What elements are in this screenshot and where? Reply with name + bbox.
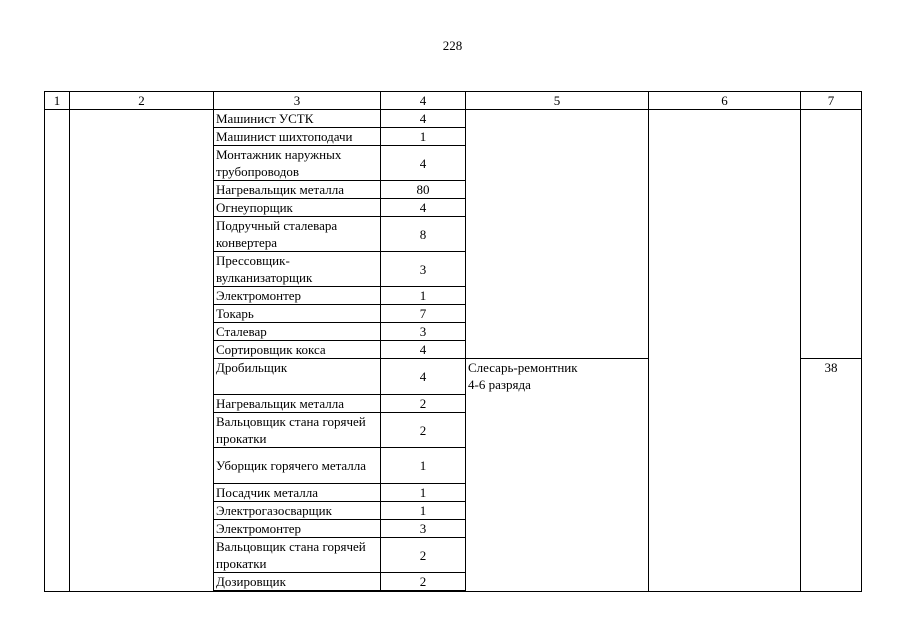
count-cell: 1	[381, 448, 466, 484]
count-cell: 4	[381, 146, 466, 181]
profession-cell: Токарь	[214, 305, 381, 323]
table-header-row	[45, 92, 862, 110]
profession-cell: Подручный сталевара конвертера	[214, 217, 381, 252]
header-cell: 4	[381, 92, 466, 110]
profession-cell: Сортировщик кокса	[214, 341, 381, 359]
profession-cell: Монтажник наружных трубопроводов	[214, 146, 381, 181]
count-cell: 4	[381, 199, 466, 217]
count-cell: 2	[381, 573, 466, 591]
col2-cell	[70, 110, 214, 592]
page-number: 228	[442, 38, 463, 53]
count-cell: 3	[381, 520, 466, 538]
col5-empty-cell	[466, 110, 649, 359]
header-cell: 6	[649, 92, 801, 110]
spacer-cell	[214, 591, 381, 592]
count-cell: 3	[381, 252, 466, 287]
profession-cell: Сталевар	[214, 323, 381, 341]
count-cell: 2	[381, 413, 466, 448]
profession-cell: Уборщик горячего металла	[214, 448, 381, 484]
count-cell: 1	[381, 287, 466, 305]
profession-cell: Дозировщик	[214, 573, 381, 591]
profession-cell: Вальцовщик стана горячей прокатки	[214, 413, 381, 448]
profession-cell: Нагревальщик металла	[214, 181, 381, 199]
profession-cell: Огнеупорщик	[214, 199, 381, 217]
count-cell: 2	[381, 538, 466, 573]
profession-cell: Электрогазосварщик	[214, 502, 381, 520]
count-cell: 7	[381, 305, 466, 323]
profession-cell: Электромонтер	[214, 287, 381, 305]
header-cell: 1	[45, 92, 70, 110]
count-cell: 1	[381, 502, 466, 520]
table-row	[45, 110, 862, 128]
profession-cell: Дробильщик	[214, 359, 381, 395]
count-cell: 4	[381, 110, 466, 128]
count-cell: 2	[381, 395, 466, 413]
profession-cell: Машинист УСТК	[214, 110, 381, 128]
profession-cell: Нагревальщик металла	[214, 395, 381, 413]
header-cell: 3	[214, 92, 381, 110]
col7-empty-cell	[801, 110, 862, 359]
role-title: Слесарь-ремонтник	[468, 360, 578, 375]
count-cell: 1	[381, 484, 466, 502]
profession-cell: Электромонтер	[214, 520, 381, 538]
count-cell: 4	[381, 359, 466, 395]
count-cell: 8	[381, 217, 466, 252]
count-cell: 80	[381, 181, 466, 199]
header-cell: 7	[801, 92, 862, 110]
role-grade: 4-6 разряда	[468, 377, 531, 392]
profession-cell: Вальцовщик стана горячей прокатки	[214, 538, 381, 573]
col6-cell	[649, 110, 801, 592]
profession-cell: Прессовщик-вулканизаторщик	[214, 252, 381, 287]
col7-value-cell: 38	[801, 359, 862, 592]
profession-cell: Машинист шихтоподачи	[214, 128, 381, 146]
profession-cell: Посадчик металла	[214, 484, 381, 502]
count-cell: 1	[381, 128, 466, 146]
col1-cell	[45, 110, 70, 592]
staffing-table	[44, 91, 862, 592]
header-cell: 5	[466, 92, 649, 110]
count-cell: 4	[381, 341, 466, 359]
spacer-cell	[381, 591, 466, 592]
header-cell: 2	[70, 92, 214, 110]
count-cell: 3	[381, 323, 466, 341]
role-cell	[466, 359, 649, 592]
